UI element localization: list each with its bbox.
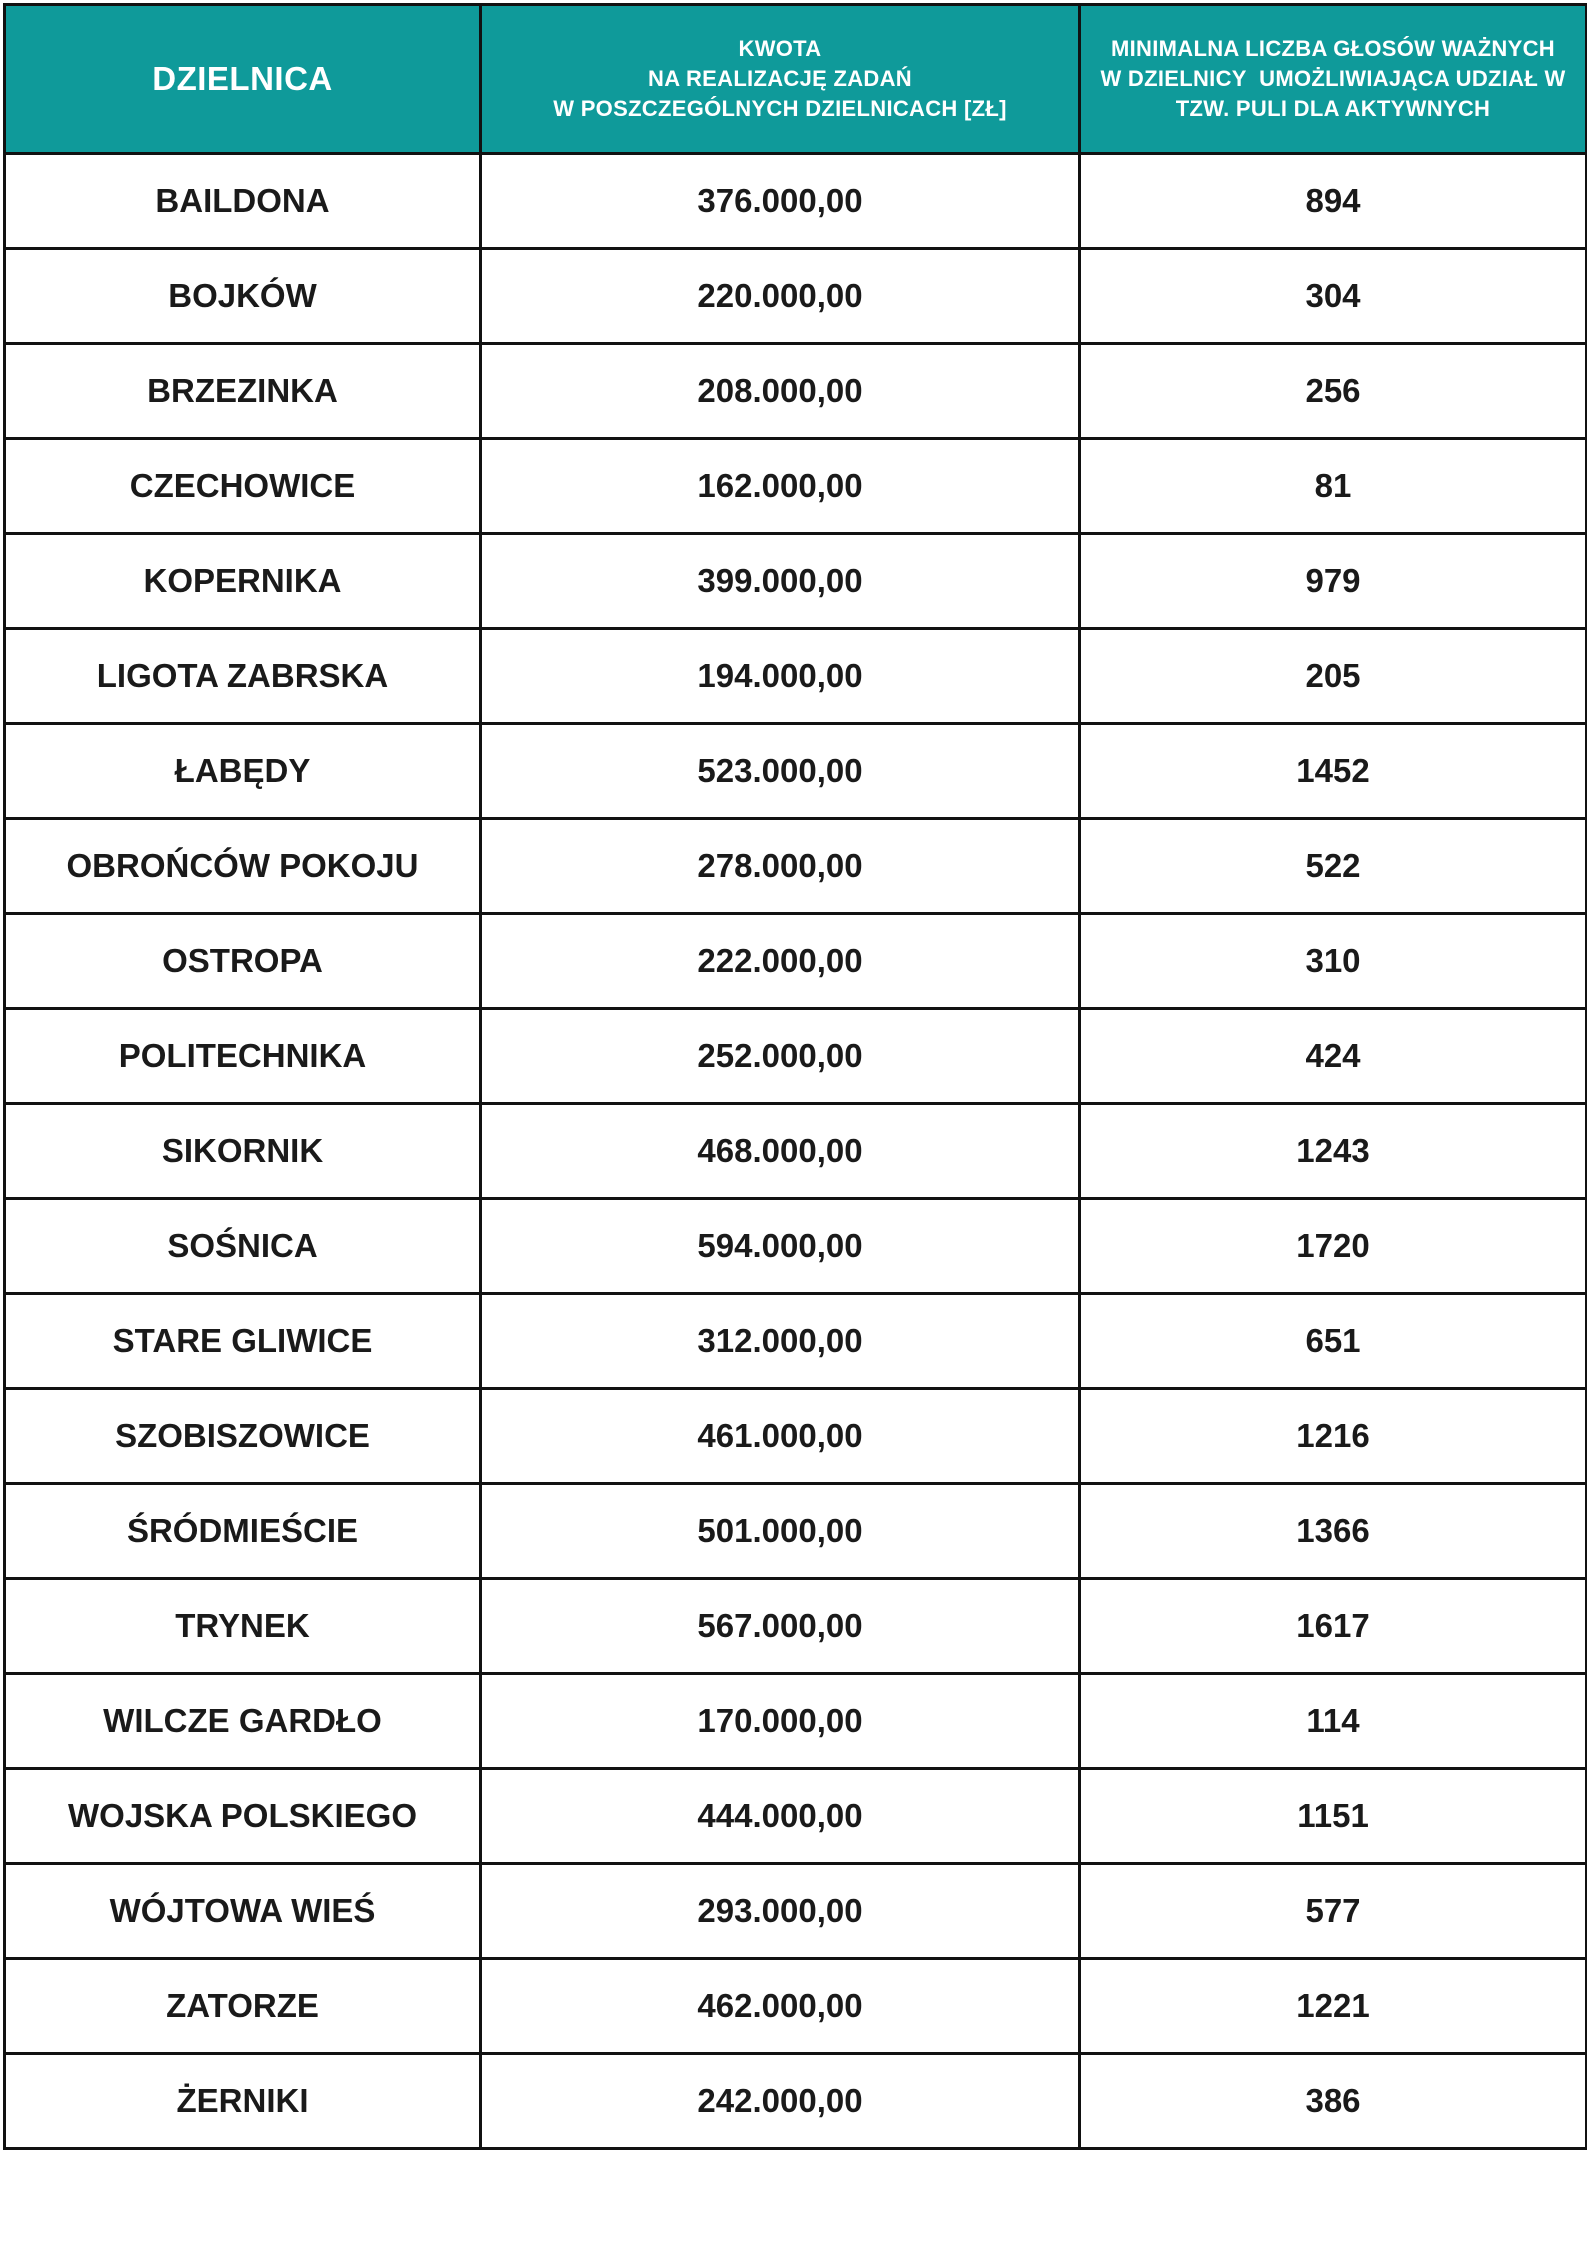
district-budget-table <box>3 3 1587 2150</box>
votes-cell: 577 <box>1080 1864 1587 1959</box>
amount-cell: 376.000,00 <box>481 154 1080 249</box>
votes-cell: 1216 <box>1080 1389 1587 1484</box>
amount-cell: 293.000,00 <box>481 1864 1080 1959</box>
votes-cell: 1452 <box>1080 724 1587 819</box>
header-votes-line: MINIMALNA LICZBA GŁOSÓW WAŻNYCH <box>1111 36 1555 61</box>
amount-cell: 501.000,00 <box>481 1484 1080 1579</box>
table-row <box>5 1959 1587 2054</box>
header-amount-line: KWOTA <box>738 36 822 61</box>
header-amount-line: NA REALIZACJĘ ZADAŃ <box>648 66 912 91</box>
table-header <box>5 5 1587 154</box>
table-row <box>5 1674 1587 1769</box>
district-cell: WOJSKA POLSKIEGO <box>5 1769 481 1864</box>
district-cell: BOJKÓW <box>5 249 481 344</box>
table-row <box>5 1769 1587 1864</box>
amount-cell: 242.000,00 <box>481 2054 1080 2149</box>
table-row <box>5 154 1587 249</box>
table-row <box>5 1104 1587 1199</box>
amount-cell: 208.000,00 <box>481 344 1080 439</box>
district-cell: OSTROPA <box>5 914 481 1009</box>
table-row <box>5 819 1587 914</box>
table-row <box>5 249 1587 344</box>
votes-cell: 894 <box>1080 154 1587 249</box>
votes-cell: 205 <box>1080 629 1587 724</box>
table-row <box>5 1389 1587 1484</box>
table-row <box>5 344 1587 439</box>
district-cell: WILCZE GARDŁO <box>5 1674 481 1769</box>
votes-cell: 979 <box>1080 534 1587 629</box>
district-cell: ZATORZE <box>5 1959 481 2054</box>
district-cell: SIKORNIK <box>5 1104 481 1199</box>
votes-cell: 386 <box>1080 2054 1587 2149</box>
votes-cell: 304 <box>1080 249 1587 344</box>
header-amount-line: W POSZCZEGÓLNYCH DZIELNICACH [ZŁ] <box>553 96 1007 121</box>
district-cell: ŁABĘDY <box>5 724 481 819</box>
votes-cell: 1243 <box>1080 1104 1587 1199</box>
amount-cell: 170.000,00 <box>481 1674 1080 1769</box>
header-district: DZIELNICA <box>5 5 481 154</box>
table-row <box>5 534 1587 629</box>
votes-cell: 1720 <box>1080 1199 1587 1294</box>
table-row <box>5 629 1587 724</box>
votes-cell: 1366 <box>1080 1484 1587 1579</box>
table-row <box>5 439 1587 534</box>
district-cell: BRZEZINKA <box>5 344 481 439</box>
district-cell: SOŚNICA <box>5 1199 481 1294</box>
amount-cell: 523.000,00 <box>481 724 1080 819</box>
amount-cell: 312.000,00 <box>481 1294 1080 1389</box>
table-body <box>5 154 1587 2149</box>
header-amount <box>481 5 1080 154</box>
amount-cell: 461.000,00 <box>481 1389 1080 1484</box>
votes-cell: 651 <box>1080 1294 1587 1389</box>
table-row <box>5 724 1587 819</box>
table-row <box>5 2054 1587 2149</box>
votes-cell: 522 <box>1080 819 1587 914</box>
header-votes-line: W DZIELNICY UMOŻLIWIAJĄCA UDZIAŁ W <box>1100 66 1566 91</box>
table-row <box>5 1579 1587 1674</box>
district-cell: TRYNEK <box>5 1579 481 1674</box>
district-cell: WÓJTOWA WIEŚ <box>5 1864 481 1959</box>
amount-cell: 220.000,00 <box>481 249 1080 344</box>
header-row <box>5 5 1587 154</box>
district-cell: OBROŃCÓW POKOJU <box>5 819 481 914</box>
votes-cell: 424 <box>1080 1009 1587 1104</box>
amount-cell: 194.000,00 <box>481 629 1080 724</box>
amount-cell: 468.000,00 <box>481 1104 1080 1199</box>
district-cell: ŻERNIKI <box>5 2054 481 2149</box>
district-cell: SZOBISZOWICE <box>5 1389 481 1484</box>
amount-cell: 594.000,00 <box>481 1199 1080 1294</box>
votes-cell: 114 <box>1080 1674 1587 1769</box>
amount-cell: 222.000,00 <box>481 914 1080 1009</box>
district-cell: KOPERNIKA <box>5 534 481 629</box>
amount-cell: 567.000,00 <box>481 1579 1080 1674</box>
amount-cell: 278.000,00 <box>481 819 1080 914</box>
amount-cell: 162.000,00 <box>481 439 1080 534</box>
table-row <box>5 914 1587 1009</box>
table-row <box>5 1199 1587 1294</box>
votes-cell: 256 <box>1080 344 1587 439</box>
table-row <box>5 1484 1587 1579</box>
votes-cell: 1617 <box>1080 1579 1587 1674</box>
district-cell: ŚRÓDMIEŚCIE <box>5 1484 481 1579</box>
votes-cell: 1151 <box>1080 1769 1587 1864</box>
district-cell: POLITECHNIKA <box>5 1009 481 1104</box>
district-cell: LIGOTA ZABRSKA <box>5 629 481 724</box>
district-cell: STARE GLIWICE <box>5 1294 481 1389</box>
votes-cell: 1221 <box>1080 1959 1587 2054</box>
table-row <box>5 1864 1587 1959</box>
votes-cell: 81 <box>1080 439 1587 534</box>
table-row <box>5 1294 1587 1389</box>
amount-cell: 462.000,00 <box>481 1959 1080 2054</box>
amount-cell: 252.000,00 <box>481 1009 1080 1104</box>
table-row <box>5 1009 1587 1104</box>
amount-cell: 399.000,00 <box>481 534 1080 629</box>
district-cell: BAILDONA <box>5 154 481 249</box>
header-min-votes <box>1080 5 1587 154</box>
district-cell: CZECHOWICE <box>5 439 481 534</box>
votes-cell: 310 <box>1080 914 1587 1009</box>
header-votes-line: TZW. PULI DLA AKTYWNYCH <box>1175 96 1491 121</box>
amount-cell: 444.000,00 <box>481 1769 1080 1864</box>
